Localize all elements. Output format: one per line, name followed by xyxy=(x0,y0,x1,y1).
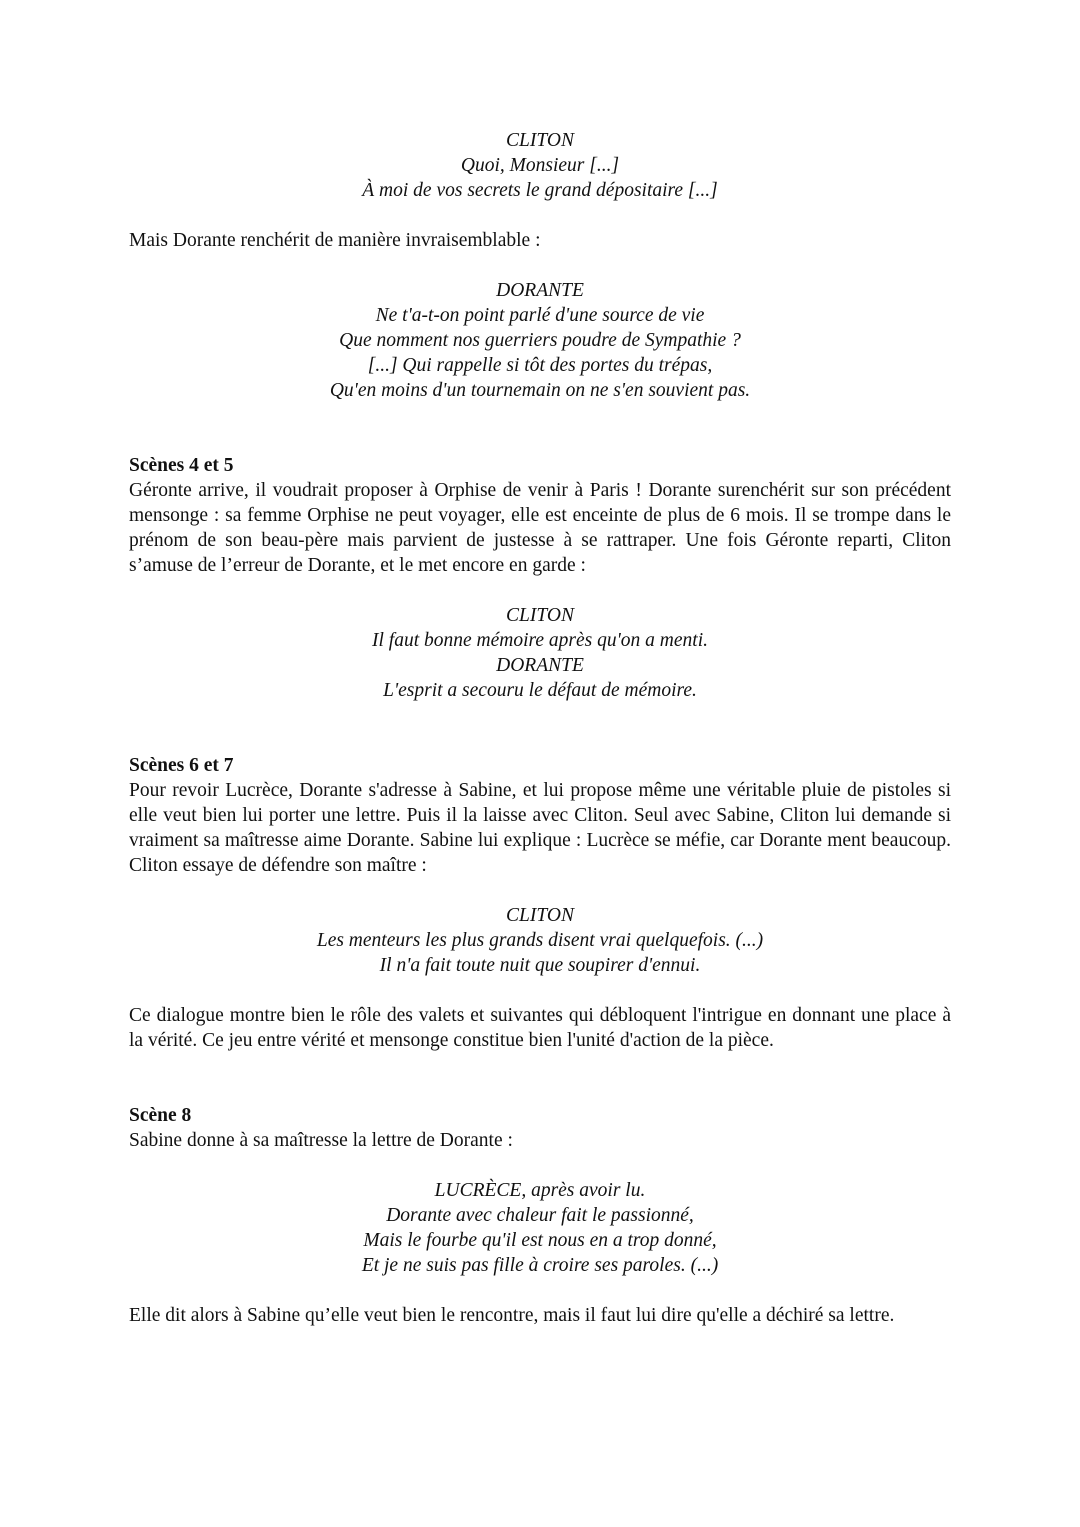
section-heading: Scène 8 xyxy=(129,1105,192,1126)
speaker-name: CLITON xyxy=(506,130,574,151)
speaker-name: CLITON xyxy=(506,605,574,626)
document-page xyxy=(129,128,951,1328)
verse-line: À moi de vos secrets le grand dépositaire [...] xyxy=(362,180,718,201)
paragraph: Géronte arrive, il voudrait proposer à Orphise de venir à Paris ! Dorante surenchérit sur son précédent mensonge : sa femme Orphise ne peut voyager, elle est enceinte de plus de 6 mois. Il se trompe dans le prénom de son beau-père mais parvient de justesse à se rattraper. Une fois Géronte reparti, Cliton s’amuse de l’erreur de Dorante, et le met encore en garde : xyxy=(129,480,951,576)
verse-line: Dorante avec chaleur fait le passionné, xyxy=(386,1205,694,1226)
verse-line: [...] Qui rappelle si tôt des portes du trépas, xyxy=(367,355,713,376)
verse-line: L'esprit a secouru le défaut de mémoire. xyxy=(383,680,697,701)
verse-cliton-1 xyxy=(129,128,951,203)
verse-line: Il faut bonne mémoire après qu'on a menti. xyxy=(372,630,708,651)
verse-line: Qu'en moins d'un tournemain on ne s'en souvient pas. xyxy=(329,380,751,401)
speaker-name: DORANTE xyxy=(496,280,584,301)
verse-line: Que nomment nos guerriers poudre de Sympathie ? xyxy=(339,330,741,351)
verse-line: Les menteurs les plus grands disent vrai quelquefois. (...) xyxy=(316,930,764,951)
section-heading: Scènes 4 et 5 xyxy=(129,455,234,476)
paragraph: Elle dit alors à Sabine qu’elle veut bien le rencontre, mais il faut lui dire qu'elle a déchiré sa lettre. xyxy=(129,1305,895,1326)
verse-line: Mais le fourbe qu'il est nous en a trop donné, xyxy=(363,1230,717,1251)
verse-lucrece xyxy=(129,1178,951,1278)
verse-line: Et je ne suis pas fille à croire ses paroles. (...) xyxy=(361,1255,719,1276)
verse-line: Quoi, Monsieur [...] xyxy=(460,155,620,176)
verse-cliton-3 xyxy=(129,903,951,978)
paragraph: Sabine donne à sa maîtresse la lettre de Dorante : xyxy=(129,1130,513,1151)
verse-dialogue-2 xyxy=(129,603,951,703)
verse-line: Il n'a fait toute nuit que soupirer d'ennui. xyxy=(379,955,701,976)
paragraph: Pour revoir Lucrèce, Dorante s'adresse à Sabine, et lui propose même une véritable pluie de pistoles si elle veut bien lui porter une lettre. Puis il la laisse avec Cliton. Seul avec Sabine, Cliton lui demande si vraiment sa maîtresse aime Dorante. Sabine lui explique : Lucrèce se méfie, car Dorante ment beaucoup. Cliton essaye de défendre son maître : xyxy=(129,780,951,876)
verse-line: Ne t'a-t-on point parlé d'une source de vie xyxy=(375,305,705,326)
speaker-name: DORANTE xyxy=(496,655,584,676)
paragraph: Ce dialogue montre bien le rôle des valets et suivantes qui débloquent l'intrigue en donnant une place à la vérité. Ce jeu entre vérité et mensonge constitue bien l'unité d'action de la pièce. xyxy=(129,1005,951,1051)
verse-dorante-1 xyxy=(129,278,951,403)
speaker-name: CLITON xyxy=(506,905,574,926)
paragraph: Mais Dorante renchérit de manière invraisemblable : xyxy=(129,230,541,251)
speaker-name: LUCRÈCE, après avoir lu. xyxy=(434,1180,646,1201)
section-heading: Scènes 6 et 7 xyxy=(129,755,234,776)
